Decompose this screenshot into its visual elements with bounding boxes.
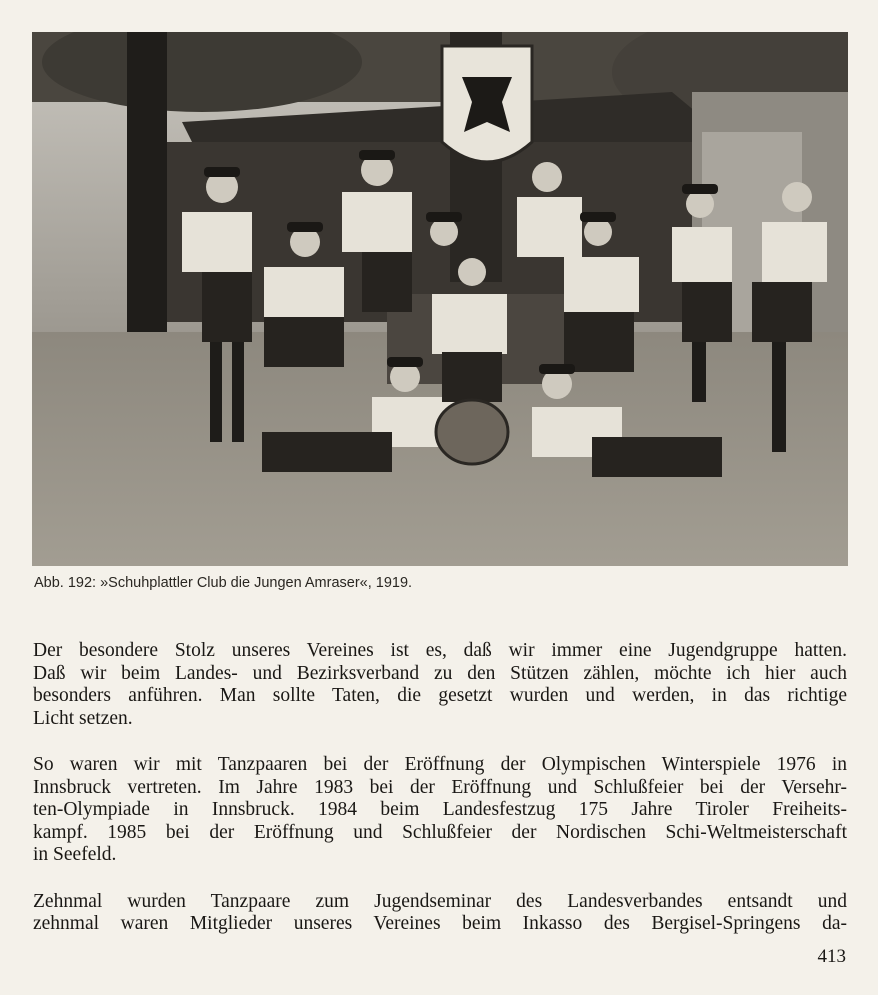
text-line: besonders anführen. Man sollte Taten, die gesetzt wurden und werden, in das richtige [33, 685, 847, 706]
paragraph-olympics [33, 754, 847, 867]
text-line: ten-Olympiade in Innsbruck. 1984 beim Landesfestzug 175 Jahre Tiroler Freiheits- [33, 799, 847, 820]
page-number: 413 [817, 946, 846, 967]
text-line: Zehnmal wurden Tanzpaare zum Jugendseminar des Landesverbandes entsandt und [33, 890, 847, 912]
historic-group-photo [32, 32, 848, 566]
text-line: zehnmal waren Mitglieder unseres Vereines beim Inkasso des Bergisel-Springens da- [33, 913, 847, 934]
paragraph-seminar [33, 891, 847, 936]
text-line: kampf. 1985 bei der Eröffnung und Schlußfeier der Nordischen Schi-Weltmeisterschaft [33, 821, 847, 843]
text-line: Innsbruck vertreten. Im Jahre 1983 bei der Eröffnung und Schlußfeier bei der Versehr- [33, 776, 847, 798]
text-line: in Seefeld. [33, 844, 117, 865]
figure-caption: Abb. 192: »Schuhplattler Club die Jungen Amraser«, 1919. [34, 575, 413, 591]
text-line: Daß wir beim Landes- und Bezirksverband zu den Stützen zählen, möchte ich hier auch [33, 662, 847, 684]
paragraph-youth-group [33, 640, 847, 730]
text-line: Der besondere Stolz unseres Vereines ist es, daß wir immer eine Jugendgruppe hatten. [33, 640, 847, 661]
group-photo-icon [32, 32, 848, 566]
text-line: So waren wir mit Tanzpaaren bei der Eröffnung der Olympischen Winterspiele 1976 in [33, 754, 847, 775]
article-body [33, 640, 847, 960]
text-line: Licht setzen. [33, 707, 133, 729]
